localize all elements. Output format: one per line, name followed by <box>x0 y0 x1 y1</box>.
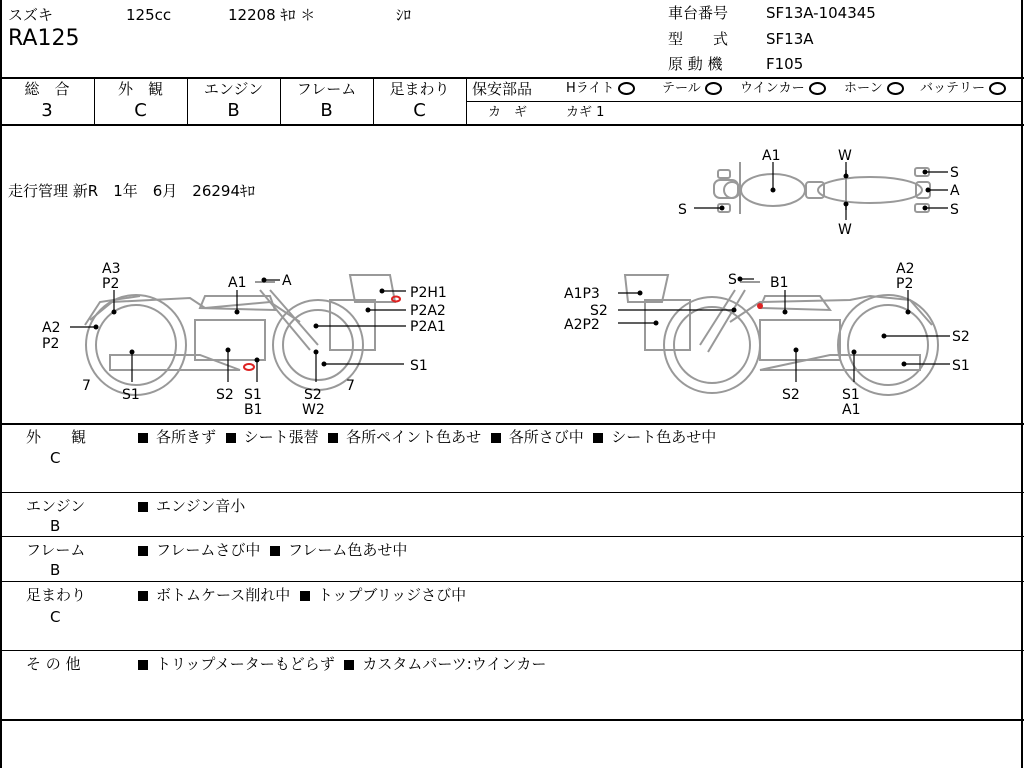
note-item: ボトムケース削れ中 <box>156 586 291 604</box>
note-item: シート色あせ中 <box>611 428 717 446</box>
diagram-label: B1 <box>244 402 263 418</box>
engine-label: 原 動 機 <box>668 55 723 73</box>
type-value: SF13A <box>766 30 814 48</box>
diagram-label: P2 <box>42 336 60 352</box>
diagram-label: A3 <box>102 261 121 277</box>
safety-item-headlight <box>566 82 635 95</box>
diagram-label: W <box>838 148 852 164</box>
note-label: 足まわり <box>26 586 87 604</box>
col-line <box>466 77 467 125</box>
note-item: 各所きず <box>156 428 217 446</box>
frame-no-label: 車台番号 <box>668 4 729 22</box>
note-items <box>138 588 466 603</box>
displacement: 125cc <box>126 6 172 24</box>
note-items <box>138 543 407 558</box>
safety-item-label: Hライト <box>566 81 615 96</box>
key-value: カギ 1 <box>566 105 605 120</box>
diagram-label: S <box>950 165 959 181</box>
notes-divider <box>0 650 1024 651</box>
diagram-label: S2 <box>590 303 608 319</box>
safety-divider <box>466 101 1022 102</box>
diagram-label: P2 <box>896 276 914 292</box>
diagram-label: W2 <box>302 402 325 418</box>
safety-item-label: バッテリー <box>920 81 986 96</box>
note-label: フレーム <box>26 541 86 559</box>
engine-value: F105 <box>766 55 804 73</box>
suspension-grade: C <box>413 100 426 121</box>
note-item: フレーム色あせ中 <box>287 541 408 559</box>
safety-item-horn <box>844 82 904 95</box>
odometer-note: 走行管理 新R 1年 6月 26294ｷﾛ <box>8 182 255 200</box>
safety-item-tail <box>662 82 722 95</box>
damage-diagram <box>0 126 1022 424</box>
exterior-grade: C <box>134 100 147 121</box>
diagram-label: A1 <box>228 275 247 291</box>
note-item: カスタムパーツ:ウインカー <box>362 655 547 673</box>
overall-label: 総 合 <box>24 80 70 98</box>
safety-item-winker <box>740 82 826 95</box>
diagram-label: S <box>950 202 959 218</box>
frame-no: SF13A-104345 <box>766 4 876 22</box>
damage-mark-icon <box>757 303 763 309</box>
engine-grade-label: エンジン <box>203 80 264 98</box>
frame-grade-label: フレーム <box>296 80 357 98</box>
diagram-label: P2A2 <box>410 303 446 319</box>
diagram-label: S <box>678 202 687 218</box>
mileage: 12208 ｷﾛ ＊ <box>228 6 316 24</box>
note-items <box>138 657 546 672</box>
diagram-label: S1 <box>410 358 428 374</box>
diagram-label: S1 <box>952 358 970 374</box>
note-grade: C <box>50 449 61 467</box>
diagram-label: B1 <box>770 275 789 291</box>
maker: スズキ <box>8 6 54 24</box>
type-label: 型 式 <box>668 30 729 48</box>
note-label: そ の 他 <box>26 655 81 673</box>
suspension-grade-label: 足まわり <box>389 80 450 98</box>
note-item: フレームさび中 <box>156 541 261 559</box>
diagram-label: P2A1 <box>410 319 446 335</box>
model-name: RA125 <box>8 26 80 51</box>
diagram-label: A1P3 <box>564 286 600 302</box>
diagram-label: S2 <box>952 329 970 345</box>
ok-mark-icon <box>887 82 904 95</box>
note-items <box>138 499 245 514</box>
key-label: カ ギ <box>488 105 528 120</box>
diagram-label: A2 <box>896 261 915 277</box>
color: ｼﾛ <box>396 6 412 24</box>
note-label: エンジン <box>26 497 86 515</box>
note-item: シート張替 <box>243 428 319 446</box>
notes-top-line <box>0 423 1024 425</box>
note-items <box>138 430 716 445</box>
diagram-label: A <box>950 183 960 199</box>
diagram-label: S1 <box>122 387 140 403</box>
notes-divider <box>0 492 1024 493</box>
diagram-label: S2 <box>304 387 322 403</box>
ok-mark-icon <box>705 82 722 95</box>
diagram-label: S1 <box>244 387 262 403</box>
diagram-label: 7 <box>82 378 91 394</box>
safety-item-battery <box>920 82 1006 95</box>
bike-right-view <box>625 275 938 395</box>
notes-divider <box>0 536 1024 537</box>
diagram-label: A <box>282 273 292 289</box>
diagram-label: A2 <box>42 320 61 336</box>
ok-mark-icon <box>809 82 826 95</box>
exterior-label: 外 観 <box>117 80 163 98</box>
safety-item-label: ウインカー <box>740 81 805 96</box>
diagram-label: A2P2 <box>564 317 600 333</box>
notes-divider <box>0 581 1024 582</box>
note-grade: C <box>50 608 61 626</box>
safety-label: 保安部品 <box>472 80 533 98</box>
bike-top-view <box>714 162 930 214</box>
diagram-label: P2H1 <box>410 285 447 301</box>
diagram-label: S <box>728 272 737 288</box>
diagram-label: W <box>838 222 852 238</box>
frame-grade: B <box>320 100 333 121</box>
safety-item-label: ホーン <box>844 81 883 96</box>
note-item: 各所ペイント色あせ <box>346 428 482 446</box>
damage-mark-icon <box>392 297 400 302</box>
notes-bottom-line <box>0 719 1024 721</box>
note-grade: B <box>50 561 61 579</box>
diagram-label: S1 <box>842 387 860 403</box>
engine-grade: B <box>227 100 240 121</box>
note-grade: B <box>50 517 61 535</box>
ok-mark-icon <box>989 82 1006 95</box>
diagram-label: S2 <box>782 387 800 403</box>
grade-row-top <box>0 77 1024 79</box>
diagram-label: S2 <box>216 387 234 403</box>
diagram-label: 7 <box>346 378 355 394</box>
note-item: トップブリッジさび中 <box>317 586 467 604</box>
note-item: エンジン音小 <box>156 497 246 515</box>
diagram-label: P2 <box>102 276 120 292</box>
diagram-label: A1 <box>762 148 781 164</box>
overall-grade: 3 <box>41 100 53 121</box>
note-label: 外 観 <box>26 428 87 446</box>
damage-mark-icon <box>244 364 254 370</box>
note-item: 各所さび中 <box>508 428 584 446</box>
diagram-label: A1 <box>842 402 861 418</box>
ok-mark-icon <box>618 82 635 95</box>
safety-item-label: テール <box>662 81 701 96</box>
note-item: トリップメーターもどらず <box>156 655 335 673</box>
